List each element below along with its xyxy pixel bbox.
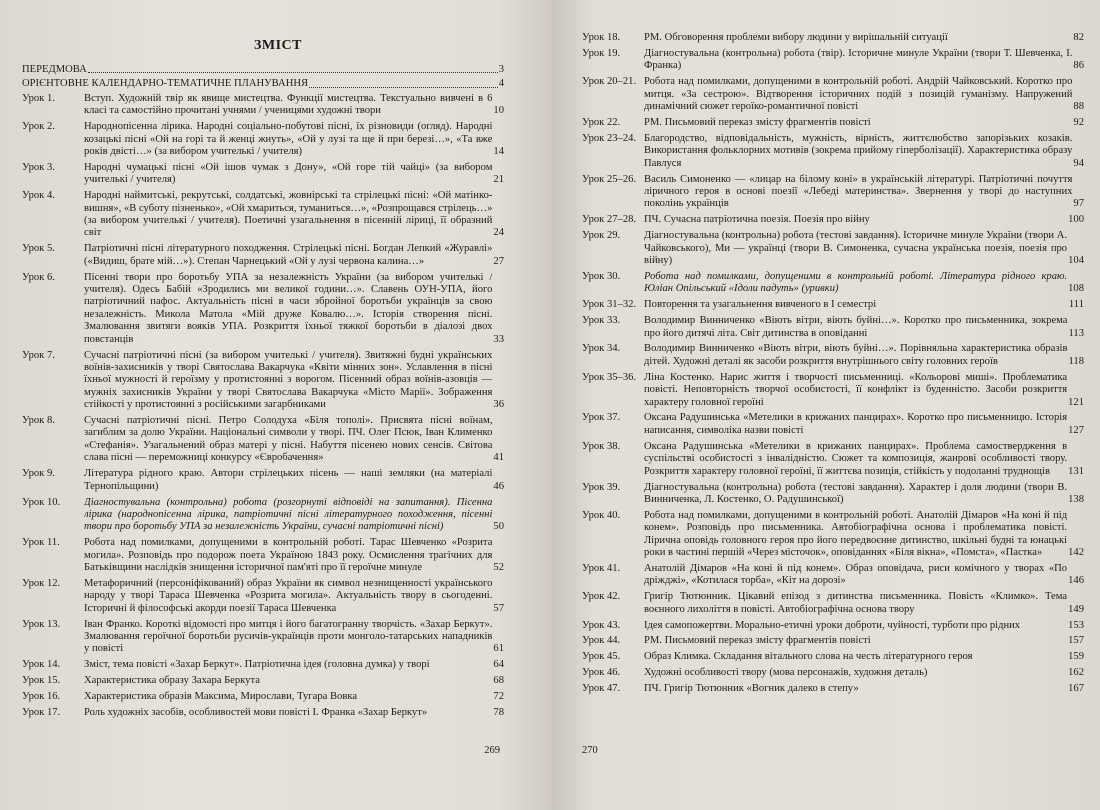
lesson-topic: Володимир Винниченко «Віють вітри, віють буйні…». Коротко про письменника, зокрема про його дитячі літа. Світ дитинства в оповіданні — [644, 315, 1068, 339]
toc-entry — [582, 683, 1084, 695]
lesson-label: Урок 15. — [22, 675, 61, 687]
toc-front-matter — [22, 78, 504, 90]
page-ref: 104 — [1068, 255, 1084, 266]
page-ref: 21 — [493, 174, 504, 186]
lesson-topic: Народні чумацькі пісні «Ой ішов чумак з Дону», «Ой горе тій чайці» (за вибором учителькі / учителя) — [84, 161, 493, 186]
toc-entry — [22, 578, 504, 615]
lesson-topic: ПЧ. Сучасна патріотична поезія. Поезія про війну — [644, 214, 870, 226]
page-ref: 167 — [1068, 683, 1084, 695]
toc-entry — [582, 441, 1084, 478]
lesson-label: Урок 43. — [582, 619, 621, 631]
lesson-topic: Пісенні твори про боротьбу УПА за незалежність України (за вибором учителькі / учителя). Одесь Бабій «Зродились ми великої години…». Славень ОУН-УПА, його патріотичний пафос. Актуальність пісні в часи збройної боротьби українців за свою незалежність. Микола Матола «Мій друже Ковалю…». Історія створення пісні. Змалювання звитяги вояків УПА. Розкриття їхньої тяжкої боротьби в діалозі двох повстанців — [84, 271, 493, 345]
lesson-label: Урок 2. — [22, 121, 55, 133]
lesson-label: Урок 44. — [582, 635, 621, 647]
toc-entry — [582, 412, 1084, 437]
page-ref: 108 — [1068, 283, 1084, 295]
lesson-label: Урок 35–36. — [582, 371, 637, 383]
toc-entry — [22, 190, 504, 240]
toc-entry — [582, 174, 1084, 211]
leader-dots — [309, 78, 498, 87]
toc-entry — [582, 133, 1084, 170]
front-matter-title: ОРІЄНТОВНЕ КАЛЕНДАРНО-ТЕМАТИЧНЕ ПЛАНУВАННЯ — [22, 78, 309, 90]
toc-entry — [22, 272, 504, 346]
page-ref: 88 — [1073, 101, 1084, 113]
toc-entry — [582, 230, 1084, 267]
toc-entry — [582, 271, 1084, 296]
toc-entry — [22, 659, 504, 671]
lesson-topic: Вступ. Художній твір як явище мистецтва. Функції мистецтва. Текстуально вивчені в 6 класі та самостійно прочитані учнями / ученицями художні твори — [84, 92, 493, 117]
lesson-label: Урок 13. — [22, 618, 61, 630]
lesson-label: Урок 23–24. — [582, 132, 637, 144]
toc-entry — [22, 468, 504, 493]
page-ref: 52 — [493, 562, 504, 574]
toc-entry — [582, 32, 1084, 44]
lesson-topic: Повторення та узагальнення вивченого в І семестрі — [644, 299, 877, 311]
page-ref: 127 — [1068, 424, 1084, 436]
page-ref: 146 — [1068, 575, 1084, 587]
lesson-topic: Художні особливості твору (мова персонажів, художня деталь) — [644, 667, 928, 679]
lesson-topic: Діагностувальна (контрольна) робота (тестові завдання). Характер і доля людини (твори В. Винниченка, Л. Костенко, О. Радушинської) — [644, 481, 1068, 505]
lesson-topic: Анатолій Дімаров «На коні й під конем». Образ оповідача, риси комічного у творах «По дріжджі», «Котилася торба», «Кіт на дорозі» — [644, 562, 1068, 587]
lesson-label: Урок 5. — [22, 243, 55, 255]
lesson-label: Урок 9. — [22, 468, 55, 480]
lesson-label: Урок 39. — [582, 481, 621, 493]
page-ref: 157 — [1068, 635, 1084, 647]
page-ref: 131 — [1068, 465, 1084, 477]
toc-entry — [582, 563, 1084, 588]
page-number: 269 — [484, 745, 500, 756]
lesson-topic: Сучасні патріотичні пісні (за вибором учителькі / учителя). Звитяжні будні українських воїнів-захисників у творі Святослава Вакарчука «Квіти мінних зон». Уславлення в пісні їхньої мужності й героїзму у протистоянні з ворогом. Пісенний образ воїнів-азовців — мужніх захисників України у творі Святослава Вакарчука «Місто Марії». Зображення стійкості у протистоянні з російськими загарбниками — [84, 349, 493, 411]
page-title: ЗМІСТ — [254, 38, 302, 53]
page-ref: 24 — [493, 227, 504, 239]
lesson-topic: Оксана Радушинська «Метелики в крижаних панцирах». Коротко про письменницю. Історія написання, символіка назви повісті — [644, 412, 1068, 436]
toc-entry — [582, 343, 1084, 368]
lesson-label: Урок 4. — [22, 190, 55, 202]
lesson-topic: Література рідного краю. Автори стрілецьких пісень — наші земляки (на матеріалі Тернопільщини) — [84, 468, 493, 492]
lesson-topic: РМ. Письмовий переказ змісту фрагментів повісті — [644, 116, 871, 128]
lesson-label: Урок 18. — [582, 32, 621, 43]
lesson-label: Урок 6. — [22, 271, 55, 283]
page-ref: 97 — [1073, 198, 1084, 210]
lesson-topic: Народнопісенна лірика. Народні соціально-побутові пісні, їх різновиди (огляд). Народні козацькі пісні «Ой на горі та й женці жнуть», «Ой у лузі та ще й при березі…», «Та вже років двісті…» (за вибором учителькі / учителя) — [84, 121, 493, 157]
toc-entry — [582, 620, 1084, 632]
lesson-topic: Метафоричний (персоніфікований) образ України як символ незнищенності українського народу у творі Тараса Шевченка «Розрита могила». Актуальність твору в сьогоденні. Історичні й філософські акорди поезії Тараса Шевченка — [84, 577, 493, 614]
lesson-topic: Характеристика образу Захара Беркута — [84, 675, 260, 687]
page-ref: 149 — [1068, 603, 1084, 615]
lesson-topic: Діагностувальна (контрольна) робота (розгорнуті відповіді на запитання). Пісенна лірика (народнопісенна лірика, патріотичні пісні літературного походження, пісенні твори про боротьбу УПА за незалежність України, сучасні патріотичні пісні) — [84, 496, 493, 533]
page-ref: 57 — [493, 602, 504, 614]
lesson-topic: Патріотичні пісні літературного походження. Стрілецькі пісні. Богдан Лепкий «Журавлі» («Видиш, брате мій…»). Степан Чарнецький «Ой у лузі червона калина…» — [84, 243, 493, 267]
lesson-label: Урок 37. — [582, 412, 621, 424]
lesson-topic: Образ Климка. Складання вітального слова на честь літературного героя — [644, 651, 973, 663]
lesson-topic: Василь Симоненко — «лицар на білому коні» в українській літературі. Патріотичні почуття ліричного героя в основі поезії «Лебеді материнства». Звернення у творі до наступних поколінь українців — [644, 173, 1073, 210]
lesson-label: Урок 31–32. — [582, 299, 637, 311]
toc-entry — [582, 651, 1084, 663]
front-matter-title: ПЕРЕДМОВА — [22, 64, 87, 75]
lesson-label: Урок 29. — [582, 230, 621, 242]
toc-entry — [582, 214, 1084, 226]
page-ref: 111 — [1068, 299, 1084, 311]
page-ref: 10 — [493, 105, 504, 117]
toc-entry — [582, 315, 1084, 340]
lesson-topic: Робота над помилками, допущеними в контрольній роботі. Андрій Чайковський. Коротко про митця. «За сестрою». Відтворення історичних подій з позицій гуманізму. Напружений динамічний сюжет героїко-романтичної повісті — [644, 76, 1073, 113]
page-ref: 121 — [1068, 396, 1084, 408]
page-ref: 33 — [493, 333, 504, 345]
lesson-topic: Зміст, тема повісті «Захар Беркут». Патріотична ідея (головна думка) у творі — [84, 659, 430, 671]
toc-entry — [582, 299, 1084, 311]
toc-entry — [582, 667, 1084, 679]
toc-entry — [22, 93, 504, 118]
lesson-label: Урок 20–21. — [582, 76, 637, 88]
page-ref: 118 — [1068, 355, 1084, 367]
page-ref: 153 — [1068, 619, 1084, 631]
page-ref: 113 — [1068, 327, 1084, 339]
lesson-label: Урок 47. — [582, 683, 621, 695]
lesson-label: Урок 10. — [22, 496, 61, 508]
lesson-label: Урок 22. — [582, 116, 621, 128]
toc-entry — [582, 635, 1084, 647]
lesson-topic: Ліна Костенко. Нарис життя і творчості письменниці. «Кольорові миші». Проблематика повісті. Неповторність творчої особистості, її конфлікт із буденністю. Засоби розкриття характеру головної героїні — [644, 371, 1068, 408]
leader-dots — [88, 64, 498, 73]
lesson-label: Урок 38. — [582, 440, 621, 452]
lesson-topic: Робота над помилками, допущеними в контрольній роботі. Анатолій Дімаров «На коні й під конем». Розповідь про письменника. Автобіографічна основа і проблематика повісті. Лірична оповідь головного героя про його передвоєнне дитинство, шкільні будні та юнацькі роки в частині першій «Через місточок», оповіданнях «Біля вікна», «Помста», «Пастка» — [644, 509, 1068, 559]
toc-entry — [582, 48, 1084, 73]
page-ref: 72 — [493, 691, 504, 703]
lesson-label: Урок 45. — [582, 651, 621, 663]
page-ref: 14 — [493, 145, 504, 157]
lesson-topic: Сучасні патріотичні пісні. Петро Солодуха «Біля тополі». Присвята пісні воїнам, загиблим за долю України. Національні символи у творі. ПЧ. Олег Псюк, Іван Клименко «Стефанія». Узагальнений образ матері у пісні. Набуття пісенею нових сенсів. Світова слава пісні — переможниці конкурсу «Євробачення» — [84, 415, 493, 464]
toc-entry — [22, 497, 504, 534]
lesson-label: Урок 46. — [582, 667, 621, 679]
toc-entry — [22, 619, 504, 656]
lesson-label: Урок 42. — [582, 591, 621, 603]
lesson-topic: Григір Тютюнник. Цікавий епізод з дитинства письменника. Повість «Климко». Тема воєнного лихоліття в повісті. Автобіографічна основа твору — [644, 591, 1068, 615]
lesson-topic: РМ. Обговорення проблеми вибору людини у вирішальній ситуації — [644, 32, 948, 43]
page-ref: 92 — [1073, 116, 1084, 128]
toc-entry — [22, 537, 504, 574]
toc-entry — [582, 76, 1084, 113]
right-page — [552, 0, 1100, 810]
lesson-topic: Іван Франко. Короткі відомості про митця і його багатогранну творчість. «Захар Беркут». Змалювання героїчної боротьби русичів-українців проти монголо-татарських нападників у повісті — [84, 618, 493, 655]
lesson-label: Урок 8. — [22, 415, 55, 427]
page-ref: 138 — [1068, 493, 1084, 505]
lesson-label: Урок 34. — [582, 343, 621, 355]
toc-entry — [22, 121, 504, 158]
lesson-label: Урок 25–26. — [582, 173, 637, 185]
toc-entry — [582, 510, 1084, 560]
lesson-topic: Благородство, відповідальність, мужність, вірність, життєлюбство запорізьких козаків. Використання фольклорних мотивів (зокрема прийому гіперболізації). Характеристика образу Павлуся — [644, 132, 1073, 169]
lesson-label: Урок 3. — [22, 161, 55, 173]
toc-entry — [22, 350, 504, 412]
lesson-label: Урок 14. — [22, 659, 61, 671]
toc-entry — [22, 243, 504, 268]
toc-front-matter — [22, 64, 504, 76]
page-ref: 27 — [493, 255, 504, 267]
lesson-label: Урок 1. — [22, 92, 55, 104]
page-ref: 78 — [493, 707, 504, 719]
toc-entry — [22, 691, 504, 703]
lesson-topic: Діагностувальна (контрольна) робота (твір). Історичне минуле України (твори Т. Шевченка, І. Франка) — [644, 47, 1073, 72]
toc-entry — [22, 415, 504, 465]
toc-entry — [582, 482, 1084, 507]
page-ref: 46 — [493, 480, 504, 492]
lesson-topic: Робота над помилками, допущеними в контрольній роботі. Тарас Шевченко «Розрита могила». Розповідь про подорож поета Україною 1843 року. Осмислення трагічних для Батьківщини наслідків знищення історичної пам'яті про її героїчне минуле — [84, 537, 493, 574]
lesson-label: Урок 16. — [22, 691, 61, 703]
page-ref: 41 — [493, 452, 504, 464]
lesson-topic: Оксана Радушинська «Метелики в крижаних панцирах». Проблема самоствердження в суспільстві особистості з інвалідністю. Сюжет та композиція, жанрові особливості твору. Розкриття характеру головної героїні, її життєва позиція, стійкість у подоланні труднощів — [644, 440, 1068, 477]
lesson-topic: Народні наймитські, рекрутські, солдатські, жовнірські та стрілецькі пісні: «Ой матінко-вишня», «В суботу пізненько», «Ой хмариться, туманиться…», «Розпрощався стрілець…» (за вибором учителькі / учителя). Поетичні узагальнення в пісенній ліриці, її образний світ — [84, 190, 493, 239]
page-ref: 159 — [1068, 651, 1084, 663]
page-ref: 64 — [493, 659, 504, 671]
lesson-label: Урок 33. — [582, 315, 621, 327]
page-ref: 82 — [1073, 32, 1084, 43]
lesson-label: Урок 19. — [582, 47, 621, 59]
lesson-label: Урок 7. — [22, 349, 55, 361]
lesson-topic: Роль художніх засобів, особливостей мови повісті І. Франка «Захар Беркут» — [84, 707, 428, 719]
toc-entry — [582, 117, 1084, 129]
page-number: 270 — [582, 745, 598, 756]
page-ref: 86 — [1073, 60, 1084, 72]
lesson-topic: Характеристика образів Максима, Мирослави, Тугара Вовка — [84, 691, 358, 703]
lesson-topic: Робота над помилками, допущеними в контрольній роботі. Література рідного краю. Юліан Опільський «Ідоли падуть» (уривки) — [644, 270, 1068, 295]
front-matter-page: 4 — [498, 78, 504, 90]
page-ref: 100 — [1068, 214, 1084, 226]
toc-entry — [22, 675, 504, 687]
lesson-topic: РМ. Письмовий переказ змісту фрагментів повісті — [644, 635, 871, 647]
toc-entry — [22, 707, 504, 719]
page-ref: 68 — [493, 675, 504, 687]
page-ref: 142 — [1068, 547, 1084, 559]
toc-list-right — [582, 32, 1084, 696]
toc-entry — [582, 372, 1084, 409]
lesson-topic: Ідея самопожертви. Морально-етичні уроки доброти, чуйності, турботи про рідних — [644, 619, 1021, 631]
lesson-label: Урок 11. — [22, 537, 60, 549]
page-ref: 61 — [493, 643, 504, 655]
toc-list-left — [22, 93, 504, 720]
lesson-topic: Володимир Винниченко «Віють вітри, віють буйні…». Порівняльна характеристика образів дітей. Художні деталі як засоби розкриття внутрішнього світу головних героїв — [644, 343, 1068, 367]
toc-entry — [22, 162, 504, 187]
toc-entry — [582, 591, 1084, 616]
lesson-label: Урок 12. — [22, 577, 61, 589]
page-ref: 36 — [493, 399, 504, 411]
lesson-topic: Діагностувальна (контрольна) робота (тестові завдання). Історичне минуле України (твори А. Чайковського), Ми — українці (твори В. Симоненка, сучасна українська поезія, поезія про війну) — [644, 230, 1068, 266]
lesson-label: Урок 17. — [22, 707, 61, 719]
lesson-label: Урок 27–28. — [582, 214, 637, 226]
page-ref: 50 — [493, 521, 504, 533]
front-matter-page: 3 — [498, 64, 504, 75]
lesson-label: Урок 41. — [582, 562, 621, 574]
lesson-label: Урок 40. — [582, 509, 621, 521]
page-ref: 94 — [1073, 157, 1084, 169]
lesson-label: Урок 30. — [582, 270, 621, 282]
page-ref: 162 — [1068, 667, 1084, 679]
lesson-topic: ПЧ. Григір Тютюнник «Вогник далеко в степу» — [644, 683, 859, 695]
